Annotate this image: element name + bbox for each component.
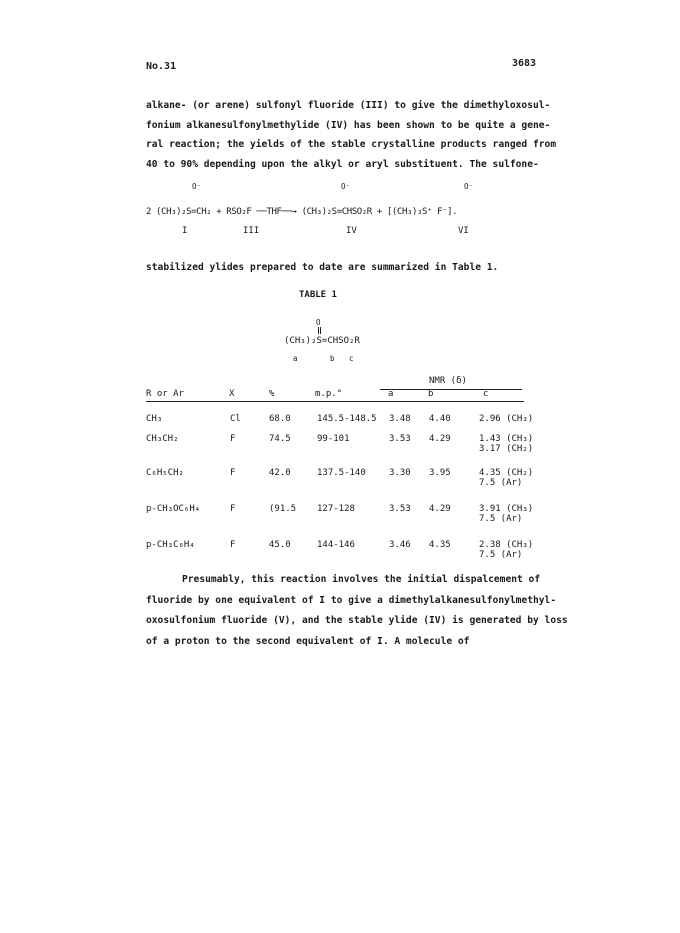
cell-mp: 137.5-140	[317, 468, 366, 478]
cell-x: Cl	[230, 414, 241, 424]
cell-c-line: 3.91 (CH₃)	[479, 504, 534, 514]
structure-formula: (CH₃)₂S=CHSO₂R	[284, 336, 360, 346]
cell-b: 4.40	[429, 414, 451, 424]
cell-c	[479, 434, 536, 468]
cell-x: F	[230, 468, 236, 478]
text-line: Presumably, this reaction involves the initial dispalcement of	[182, 574, 541, 585]
cell-r: p-CH₃C₆H₄	[146, 540, 195, 550]
nmr-header: NMR (δ)	[429, 376, 467, 386]
cell-c-line: 3.17 (CH₂)	[479, 444, 534, 454]
cell-b: 4.29	[429, 434, 451, 444]
page-number: 3683	[512, 58, 537, 69]
text-line: fonium alkanesulfonylmethylide (IV) has been shown to be quite a gene-	[146, 119, 551, 131]
text-line: 40 to 90% depending upon the alkyl or aryl substituent. The sulfone-	[146, 158, 539, 170]
text-line: alkane- (or arene) sulfonyl fluoride (III) to give the dimethyloxosul-	[146, 100, 551, 111]
cell-x: F	[230, 434, 236, 444]
cell-c	[479, 404, 536, 434]
col-header-a: a	[388, 389, 394, 399]
cell-b: 4.29	[429, 504, 451, 514]
cell-mp: 99-101	[317, 434, 350, 444]
table-row	[146, 404, 536, 434]
col-header-pct: %	[269, 389, 275, 399]
cell-r: p-CH₃OC₆H₄	[146, 504, 201, 514]
cell-b: 4.35	[429, 540, 451, 550]
cell-c-line: 7.5 (Ar)	[479, 550, 523, 560]
oxide-label-ylide: O⁻	[341, 182, 351, 191]
position-label-b: b	[330, 354, 335, 363]
cell-c-line: 7.5 (Ar)	[479, 478, 523, 488]
text-line: oxosulfonium fluoride (V), and the stable ylide (IV) is generated by loss	[146, 615, 568, 626]
cell-pct: 45.0	[269, 540, 291, 550]
cell-a: 3.48	[389, 414, 411, 424]
cell-a: 3.30	[389, 468, 411, 478]
equation-line: 2 (CH₃)₂S=CH₂ + RSO₂F ──THF──→ (CH₃)₂S=CHSO₂R + [(CH₃)₃S⁺ F⁻].	[146, 207, 458, 217]
cell-c	[479, 468, 536, 504]
col-header-x: X	[229, 389, 235, 399]
cell-c-line: 2.96 (CH₃)	[479, 414, 534, 424]
cell-pct: 68.0	[269, 414, 291, 424]
table-row	[146, 434, 536, 468]
double-bond-line	[318, 327, 321, 334]
nmr-rule	[380, 389, 522, 390]
col-header-b: b	[428, 389, 434, 399]
data-table	[146, 404, 536, 576]
text-line: ral reaction; the yields of the stable crystalline products ranged from	[146, 139, 557, 150]
cell-pct: (91.5	[269, 504, 297, 514]
col-header-mp: m.p.°	[315, 389, 343, 399]
cell-mp: 145.5-148.5	[317, 414, 377, 424]
page-journal-number: No.31	[146, 61, 177, 72]
compound-label-III: III	[243, 226, 260, 236]
paragraph-mechanism	[146, 570, 568, 652]
table-title: TABLE 1	[299, 290, 337, 300]
table-row	[146, 504, 536, 540]
text-line: fluoride by one equivalent of I to give a dimethylalkanesulfonylmethyl-	[146, 594, 557, 606]
cell-a: 3.46	[389, 540, 411, 550]
cell-mp: 144-146	[317, 540, 355, 550]
cell-r: CH₃	[146, 414, 163, 424]
header-rule	[146, 401, 524, 402]
cell-c	[479, 504, 536, 540]
col-header-r: R or Ar	[146, 389, 184, 399]
cell-r: C₆H₅CH₂	[146, 468, 184, 478]
compound-label-IV: IV	[346, 226, 357, 236]
col-header-c: c	[483, 389, 489, 399]
structure-oxygen: O	[316, 318, 321, 327]
position-label-c: c	[349, 354, 354, 363]
position-label-a: a	[293, 354, 298, 363]
cell-pct: 42.0	[269, 468, 291, 478]
oxide-label-salt: O⁻	[464, 182, 474, 191]
cell-a: 3.53	[389, 504, 411, 514]
paragraph-intro	[146, 96, 556, 174]
cell-x: F	[230, 504, 236, 514]
cell-b: 3.95	[429, 468, 451, 478]
cell-a: 3.53	[389, 434, 411, 444]
oxide-label-reagent: O⁻	[192, 182, 202, 191]
cell-pct: 74.5	[269, 434, 291, 444]
table-row	[146, 468, 536, 504]
cell-c-line: 7.5 (Ar)	[479, 514, 523, 524]
cell-c-line: 2.38 (CH₃)	[479, 540, 534, 550]
cell-r: CH₃CH₂	[146, 434, 179, 444]
cell-mp: 127-128	[317, 504, 355, 514]
paragraph-table-intro: stabilized ylides prepared to date are summarized in Table 1.	[146, 262, 499, 273]
cell-c-line: 4.35 (CH₂)	[479, 468, 534, 478]
text-line: of a proton to the second equivalent of I. A molecule of	[146, 635, 470, 647]
compound-label-VI: VI	[458, 226, 469, 236]
cell-c-line: 1.43 (CH₃)	[479, 434, 534, 444]
cell-x: F	[230, 540, 236, 550]
compound-label-I: I	[182, 226, 188, 236]
